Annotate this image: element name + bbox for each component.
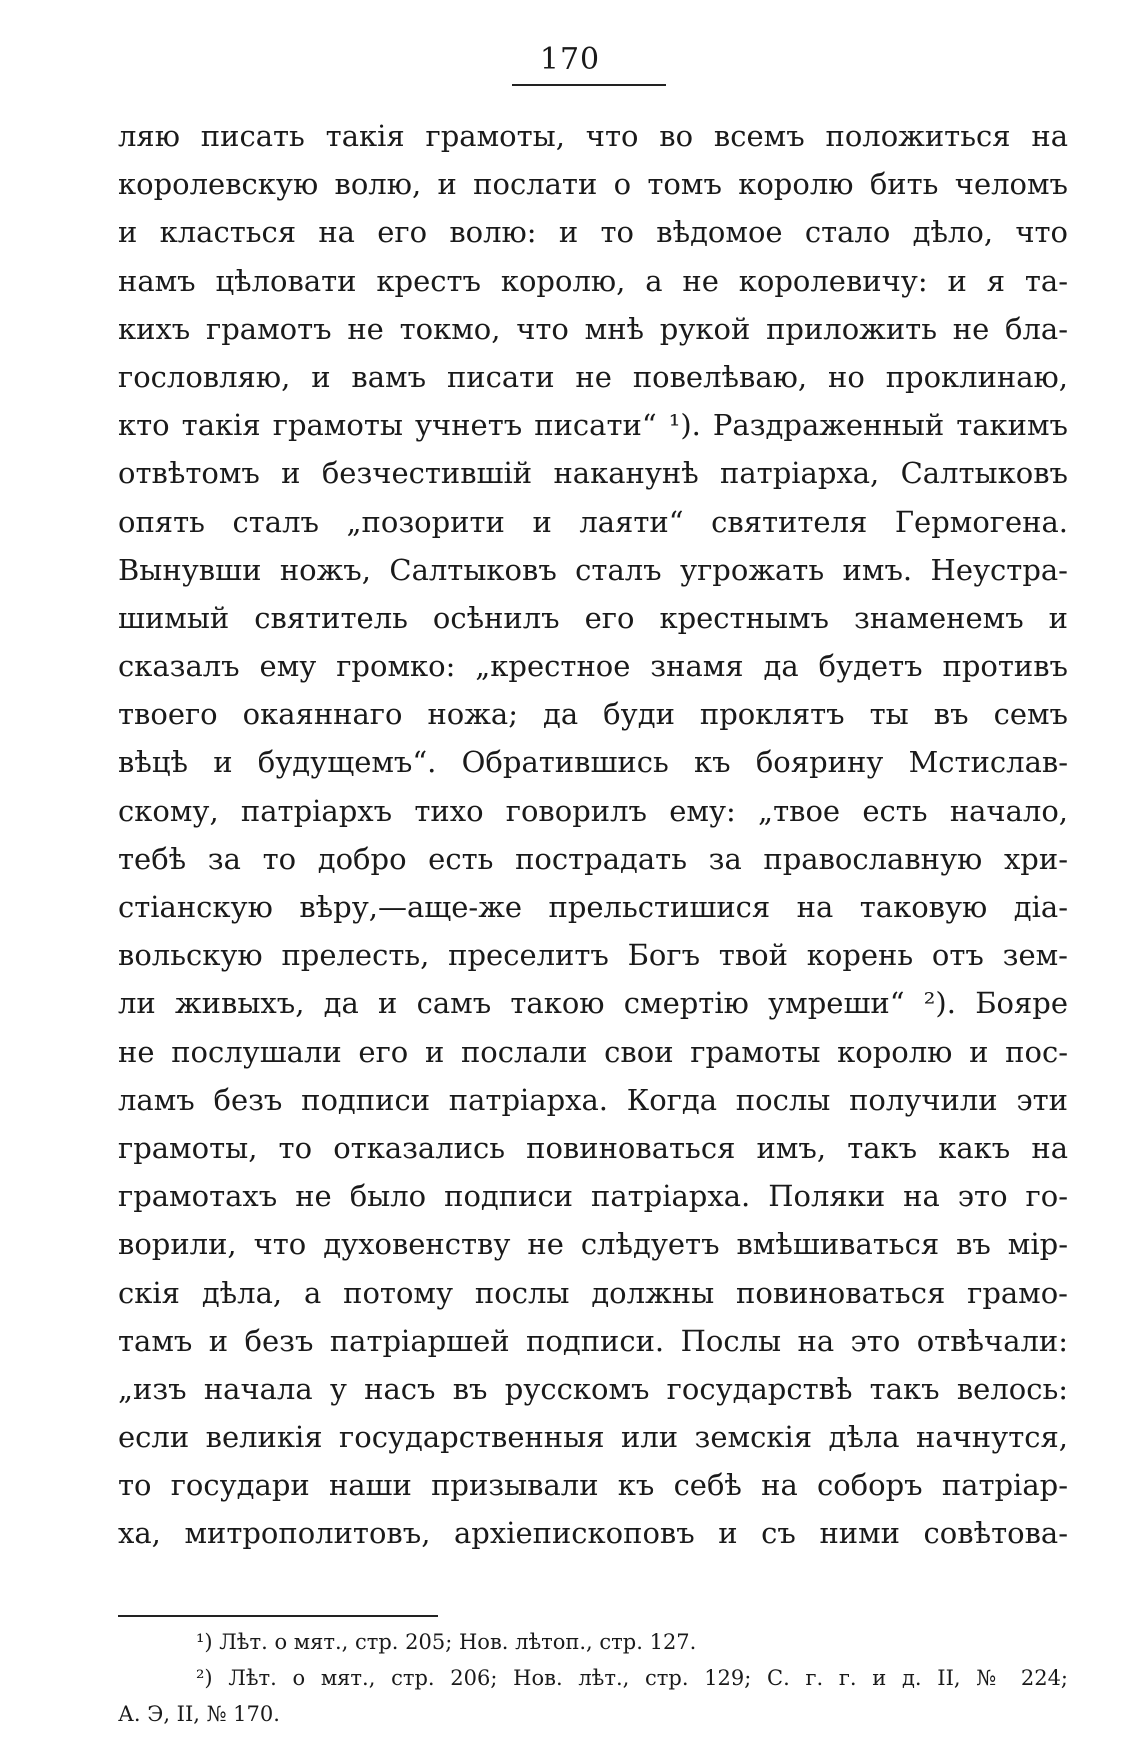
text-line: Вынувши ножъ, Салтыковъ сталъ угрожать имъ. Неустра- <box>118 552 1068 587</box>
text-line: кихъ грамотъ не токмо, что мнѣ рукой приложить не бла- <box>118 311 1068 346</box>
text-line: кто такія грамоты учнетъ писати“ ¹). Раздраженный такимъ <box>118 408 1068 443</box>
footnotes <box>118 1624 1068 1732</box>
text-line: вѣцѣ и будущемъ“. Обратившись къ боярину Мстислав- <box>118 745 1068 780</box>
text-line: не послушали его и послали свои грамоты королю и пос- <box>118 1034 1068 1069</box>
text-line: скія дѣла, а потому послы должны повиноваться грамо- <box>118 1275 1068 1310</box>
text-line: скому, патріархъ тихо говорилъ ему: „твое есть начало, <box>118 793 1068 828</box>
text-line: твоего окаяннаго ножа; да буди проклятъ ты въ семъ <box>118 697 1068 732</box>
text-line: шимый святитель осѣнилъ его крестнымъ знаменемъ и <box>118 600 1068 635</box>
text-line: сказалъ ему громко: „крестное знамя да будетъ противъ <box>118 649 1068 684</box>
text-line: грамотахъ не было подписи патріарха. Поляки на это го- <box>118 1179 1068 1214</box>
text-line: тамъ и безъ патріаршей подписи. Послы на это отвѣчали: <box>118 1323 1068 1358</box>
text-line: намъ цѣловати крестъ королю, а не королевичу: и я та- <box>118 263 1068 298</box>
footnote-1: ¹) Лѣт. о мят., стр. 205; Нов. лѣтоп., стр. 127. <box>196 1630 697 1654</box>
text-line: ламъ безъ подписи патріарха. Когда послы получили эти <box>118 1082 1068 1117</box>
text-line: королевскую волю, и послати о томъ королю бить челомъ <box>118 167 1068 202</box>
footnote-2: ²) Лѣт. о мят., стр. 206; Нов. лѣт., стр. 129; С. г. г. и д. II, № 224; <box>196 1666 1068 1690</box>
main-text <box>118 112 1068 1558</box>
footnote-separator <box>118 1615 438 1617</box>
text-line: ха, митрополитовъ, архіепископовъ и съ ними совѣтова- <box>118 1516 1068 1551</box>
footnote-2-continuation: А. Э, II, № 170. <box>118 1702 280 1726</box>
text-line: опять сталъ „позорити и лаяти“ святителя Гермогена. <box>118 504 1068 539</box>
text-line: ворили, что духовенству не слѣдуетъ вмѣшиваться въ мір- <box>118 1227 1068 1262</box>
text-line: если великія государственныя или земскія дѣла начнутся, <box>118 1420 1068 1455</box>
text-line: вольскую прелесть, преселитъ Богъ твой корень отъ зем- <box>118 938 1068 973</box>
text-line: ляю писать такія грамоты, что во всемъ положиться на <box>118 119 1068 153</box>
text-line: тебѣ за то добро есть пострадать за православную хри- <box>118 841 1068 876</box>
text-line: то государи наши призывали къ себѣ на соборъ патріар- <box>118 1468 1068 1503</box>
page-number-underline <box>512 84 666 86</box>
text-line: и класться на его волю: и то вѣдомое стало дѣло, что <box>118 215 1068 250</box>
text-line: стіанскую вѣру,—аще-же прельстишися на таковую діа- <box>118 890 1068 924</box>
text-line: грамоты, то отказались повиноваться имъ, такъ какъ на <box>118 1130 1068 1165</box>
text-line: „изъ начала у насъ въ русскомъ государствѣ такъ велось: <box>118 1371 1068 1406</box>
text-line: гословляю, и вамъ писати не повелѣваю, но проклинаю, <box>118 359 1068 394</box>
text-line: ли живыхъ, да и самъ такою смертію умреши“ ²). Бояре <box>118 986 1068 1021</box>
page-number: 170 <box>539 42 601 77</box>
text-line: отвѣтомъ и безчестившій наканунѣ патріарха, Салтыковъ <box>118 456 1068 491</box>
